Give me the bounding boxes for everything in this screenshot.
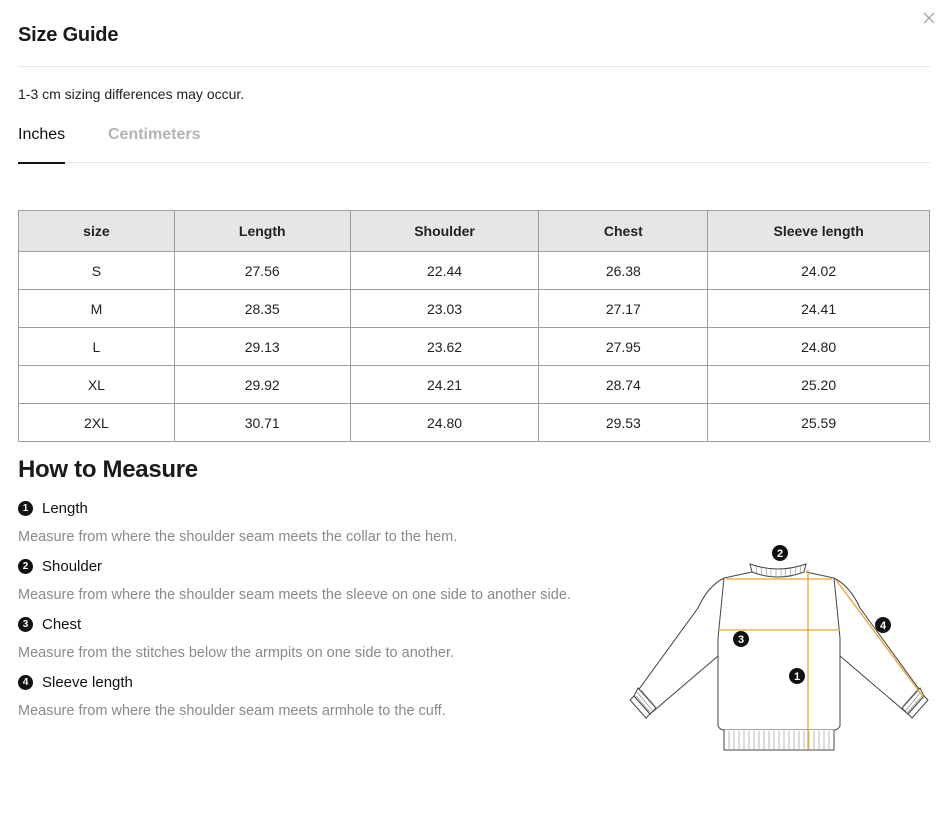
cell-length: 29.92 xyxy=(174,366,350,404)
step-number-badge: 2 xyxy=(18,559,33,574)
step-number-badge: 1 xyxy=(18,501,33,516)
step-title: Chest xyxy=(42,616,82,633)
cell-shoulder: 23.03 xyxy=(350,290,539,328)
cell-size: L xyxy=(19,328,175,366)
diagram-label-4: 4 xyxy=(879,620,887,632)
step-chest xyxy=(18,616,81,633)
cell-length: 29.13 xyxy=(174,328,350,366)
step-sleeve-length xyxy=(18,674,133,691)
tab-inches[interactable]: Inches xyxy=(18,124,65,163)
sizing-note: 1-3 cm sizing differences may occur. xyxy=(18,86,245,102)
step-number-badge: 3 xyxy=(18,617,33,632)
header-shoulder: Shoulder xyxy=(350,211,539,252)
step-title: Sleeve length xyxy=(42,674,133,691)
how-to-measure-title: How to Measure xyxy=(18,456,198,483)
cell-sleeve-length: 25.20 xyxy=(708,366,930,404)
cell-length: 27.56 xyxy=(174,252,350,290)
table-row xyxy=(19,366,930,404)
cell-sleeve-length: 24.80 xyxy=(708,328,930,366)
step-title: Shoulder xyxy=(42,558,103,575)
step-number-badge: 4 xyxy=(18,675,33,690)
step-description: Measure from where the shoulder seam meets the collar to the hem. xyxy=(18,529,458,545)
cell-length: 30.71 xyxy=(174,404,350,442)
cell-chest: 28.74 xyxy=(539,366,708,404)
cell-sleeve-length: 24.41 xyxy=(708,290,930,328)
cell-shoulder: 23.62 xyxy=(350,328,539,366)
table-row xyxy=(19,290,930,328)
diagram-label-1: 1 xyxy=(793,671,801,683)
divider xyxy=(18,66,930,67)
size-table xyxy=(18,210,930,442)
step-shoulder xyxy=(18,558,102,575)
step-title: Length xyxy=(42,500,88,517)
cell-size: 2XL xyxy=(19,404,175,442)
step-description: Measure from where the shoulder seam meets armhole to the cuff. xyxy=(18,703,446,719)
cell-chest: 26.38 xyxy=(539,252,708,290)
tab-centimeters[interactable]: Centimeters xyxy=(108,126,201,143)
sweater-outline xyxy=(630,564,928,750)
cell-size: XL xyxy=(19,366,175,404)
unit-tabs xyxy=(18,124,930,163)
table-row xyxy=(19,328,930,366)
cell-shoulder: 22.44 xyxy=(350,252,539,290)
close-icon xyxy=(923,12,935,24)
table-row xyxy=(19,252,930,290)
sweater-measurement-diagram xyxy=(628,538,932,756)
cell-length: 28.35 xyxy=(174,290,350,328)
cell-sleeve-length: 24.02 xyxy=(708,252,930,290)
cell-size: S xyxy=(19,252,175,290)
cell-chest: 29.53 xyxy=(539,404,708,442)
table-row xyxy=(19,404,930,442)
cell-shoulder: 24.80 xyxy=(350,404,539,442)
step-description: Measure from where the shoulder seam meets the sleeve on one side to another side. xyxy=(18,587,571,603)
cell-shoulder: 24.21 xyxy=(350,366,539,404)
header-chest: Chest xyxy=(539,211,708,252)
step-length xyxy=(18,500,88,517)
table-header-row xyxy=(19,211,930,252)
diagram-label-2: 2 xyxy=(776,548,784,560)
cell-size: M xyxy=(19,290,175,328)
header-sleeve-length: Sleeve length xyxy=(708,211,930,252)
cell-chest: 27.17 xyxy=(539,290,708,328)
cell-chest: 27.95 xyxy=(539,328,708,366)
close-button[interactable] xyxy=(920,9,938,27)
cell-sleeve-length: 25.59 xyxy=(708,404,930,442)
diagram-label-3: 3 xyxy=(737,634,745,646)
header-length: Length xyxy=(174,211,350,252)
header-size: size xyxy=(19,211,175,252)
step-description: Measure from the stitches below the armpits on one side to another. xyxy=(18,645,455,661)
dialog-title: Size Guide xyxy=(18,24,119,46)
measurement-lines xyxy=(718,570,924,750)
